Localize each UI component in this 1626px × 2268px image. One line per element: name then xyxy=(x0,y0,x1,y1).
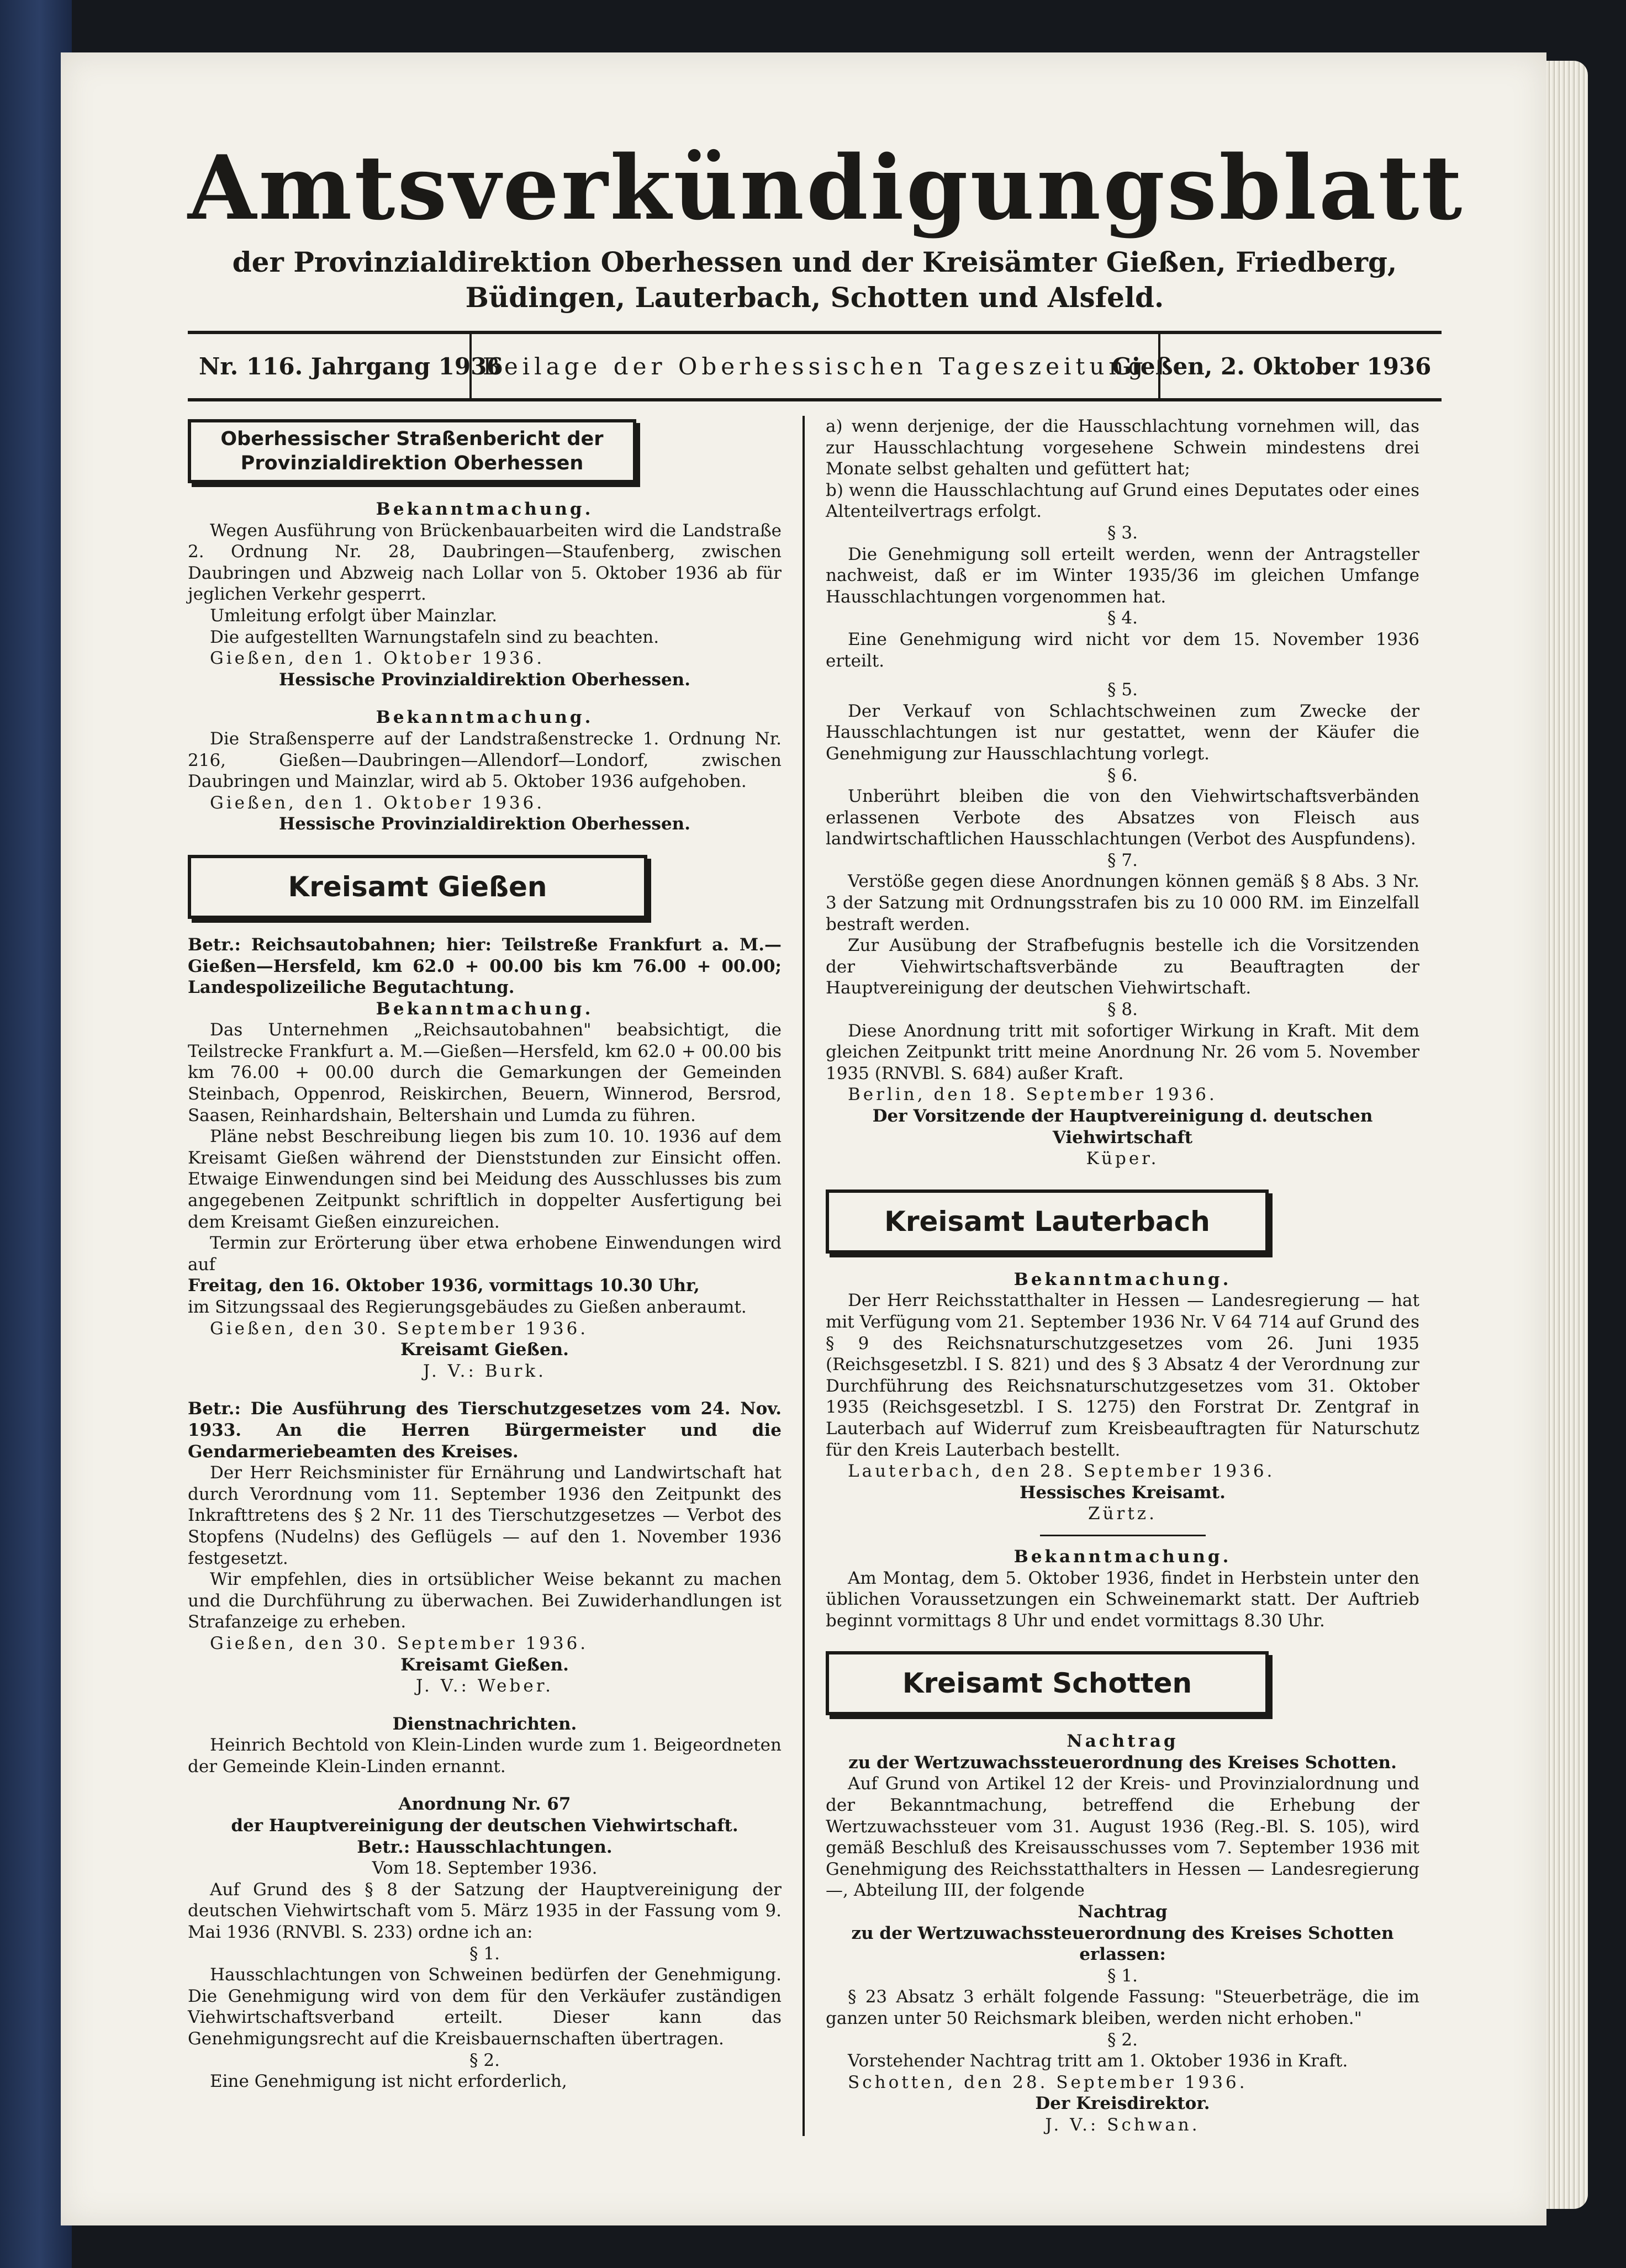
article-columns xyxy=(188,416,1442,2136)
list-item: a) wenn derjenige, der die Hausschlachtung vornehmen will, das zur Hausschlachtung vorgesehene Schwein mindestens drei Monate selbst gehalten und gefüttert hat; xyxy=(826,416,1419,479)
paragraph-number: § 1. xyxy=(1107,1965,1138,1986)
notice-signature: J. V.: Schwan. xyxy=(1045,2114,1200,2135)
notice-date: Schotten, den 28. September 1936. xyxy=(848,2072,1248,2092)
notice-signature: Kreisamt Gießen. xyxy=(400,1340,569,1360)
notice-text: im Sitzungssaal des Regierungsgebäudes zu Gießen anberaumt. xyxy=(188,1297,747,1317)
notice-text: Termin zur Erörterung über etwa erhobene Einwendungen wird auf xyxy=(188,1233,782,1275)
section-box-strassenbericht: Oberhessischer Straßenbericht der Provinzialdirektion Oberhessen xyxy=(188,419,636,483)
issue-place-date: Gießen, 2. Oktober 1936 xyxy=(1112,352,1432,380)
notice-text: Am Montag, dem 5. Oktober 1936, findet in Herbstein unter den üblichen Voraussetzungen ein Schweinemarkt statt. Der Auftrieb beginnt vormittags 8 Uhr und endet vormittags 8.30 Uhr. xyxy=(826,1568,1419,1631)
notice-heading: Anordnung Nr. 67 xyxy=(398,1794,571,1815)
notice-signature: Hessische Provinzialdirektion Oberhessen. xyxy=(278,669,690,690)
notice-text: Umleitung erfolgt über Mainzlar. xyxy=(210,605,498,626)
notice-text: Heinrich Bechtold von Klein-Linden wurde zum 1. Beigeordneten der Gemeinde Klein-Linden ernannt. xyxy=(188,1735,782,1777)
notice-date: Vom 18. September 1936. xyxy=(372,1858,598,1879)
notice-subheading: der Hauptvereinigung der deutschen Viehwirtschaft. xyxy=(231,1816,738,1836)
notice-signature: Zürtz. xyxy=(1088,1504,1157,1524)
notice-subheading: zu der Wertzuwachssteuerordnung des Kreises Schotten. xyxy=(848,1752,1397,1773)
notice-text: Hausschlachtungen von Schweinen bedürfen der Genehmigung. Die Genehmigung wird von dem für den Verkäufer zuständigen Viehwirtschaftsverband erteilt. Dieser kann das Genehmigungsrecht auf die Kreisbauernschaften übertragen. xyxy=(188,1965,782,2049)
notice-text: Der Herr Reichsstatthalter in Hessen — Landesregierung — hat mit Verfügung vom 21. September 1936 Nr. V 64 714 auf Grund des § 9 des Reichsnaturschutzgesetzes vom 26. Juni 1935 (Reichsgesetzbl. I S. 821) und des § 3 Absatz 4 der Verordnung zur Durchführung des Reichsnaturschutzgesetzes vom 31. Oktober 1935 (Reichsgesetzbl. I S. 1275) den Forstrat Dr. Zentgraf in Lauterbach auf Widerruf zum Kreisbeauftragten für Naturschutz für den Kreis Lauterbach bestellt. xyxy=(826,1291,1419,1460)
paragraph-number: § 6. xyxy=(1107,765,1138,785)
paragraph-number: § 5. xyxy=(1107,680,1138,700)
notice-signature: J. V.: Weber. xyxy=(416,1676,553,1696)
notice-text: Verstöße gegen diese Anordnungen können gemäß § 8 Abs. 3 Nr. 3 der Satzung mit Ordnungsstrafen bis zu 10 000 RM. im Einzelfall bestraft werden. xyxy=(826,871,1419,934)
notice-signature: Der Vorsitzende der Hauptvereinigung d. deutschen Viehwirtschaft xyxy=(872,1106,1373,1148)
notice-text: Unberührt bleiben die von den Viehwirtschaftsverbänden erlassenen Verbote des Absatzes von Fleisch aus landwirtschaftlichen Hausschlachtungen (Verbot des Auspfundens). xyxy=(826,786,1419,849)
issue-number: Nr. 116. Jahrgang 1936 xyxy=(188,334,472,398)
notice-text: Auf Grund des § 8 der Satzung der Hauptvereinigung der deutschen Viehwirtschaft vom 5. März 1935 in der Fassung vom 9. Mai 1936 (RNVBl. S. 233) ordne ich an: xyxy=(188,1879,782,1943)
notice-date: Gießen, den 30. September 1936. xyxy=(210,1318,589,1339)
notice-text: Die Genehmigung soll erteilt werden, wenn der Antragsteller nachweist, daß er im Winter 1935/36 im gleichen Umfange Hausschlachtungen vorgenommen hat. xyxy=(826,544,1419,607)
notice-text: Vorstehender Nachtrag tritt am 1. Oktober 1936 in Kraft. xyxy=(848,2051,1348,2071)
paragraph-number: § 8. xyxy=(1107,1000,1138,1020)
notice-heading: Bekanntmachung. xyxy=(1013,1269,1232,1289)
newspaper-subtitle: der Provinzialdirektion Oberhessen und der Kreisämter Gießen, Friedberg, Büdingen, Lauterbach, Schotten und Alsfeld. xyxy=(232,246,1397,314)
notice-heading: Nachtrag xyxy=(1078,1902,1168,1922)
notice-signature: Küper. xyxy=(1086,1149,1159,1169)
notice-text: § 23 Absatz 3 erhält folgende Fassung: "Steuerbeträge, die im ganzen unter 50 Reichsmark bleiben, werden nicht erhoben." xyxy=(826,1987,1419,2028)
notice-text: Der Herr Reichsminister für Ernährung und Landwirtschaft hat durch Verordnung vom 11. September 1936 den Zeitpunkt des Inkrafttretens des § 2 Nr. 11 des Tierschutzgesetzes — Verbot des Stopfens (Nudelns) des Geflügels — auf den 1. November 1936 festgesetzt. xyxy=(188,1463,782,1568)
notice-text: Pläne nebst Beschreibung liegen bis zum 10. 10. 1936 auf dem Kreisamt Gießen während der Dienststunden zur Einsicht offen. Etwaige Einwendungen sind bei Meidung des Ausschlusses bis zum angegebenen Zeitpunkt schriftlich in doppelter Ausfertigung bei dem Kreisamt Gießen einzureichen. xyxy=(188,1127,782,1232)
paragraph-number: § 4. xyxy=(1107,608,1138,628)
divider xyxy=(1040,1535,1206,1536)
notice-heading: Bekanntmachung. xyxy=(376,998,594,1019)
notice-subject: Betr.: Reichsautobahnen; hier: Teilstreße Frankfurt a. M.—Gießen—Hersfeld, km 62.0 + 00.00 bis km 76.00 + 00.00; Landespolizeiliche Begutachtung. xyxy=(188,934,782,998)
notice-subject: Betr.: Hausschlachtungen. xyxy=(357,1837,613,1857)
notice-subject: Betr.: Die Ausführung des Tierschutzgesetzes vom 24. Nov. 1933. An die Herren Bürgermeister und die Gendarmeriebeamten des Kreises. xyxy=(188,1399,782,1462)
issue-info-bar xyxy=(188,331,1442,401)
notice-heading: Bekanntmachung. xyxy=(376,707,594,728)
notice-text: Die aufgestellten Warnungstafeln sind zu beachten. xyxy=(210,627,659,647)
notice-signature: Der Kreisdirektor. xyxy=(1035,2093,1210,2114)
notice-text: Wir empfehlen, dies in ortsüblicher Weise bekannt zu machen und die Durchführung zu überwachen. Bei Zuwiderhandlungen ist Strafanzeige zu erheben. xyxy=(188,1569,782,1632)
notice-heading: Dienstnachrichten. xyxy=(392,1714,577,1734)
notice-date: Gießen, den 30. September 1936. xyxy=(210,1633,589,1653)
supplement-line: Beilage der Oberhessischen Tageszeitung xyxy=(472,334,1160,398)
masthead xyxy=(188,135,1465,315)
paragraph-number: § 3. xyxy=(1107,522,1138,543)
notice-signature: Hessische Provinzialdirektion Oberhessen. xyxy=(278,814,690,834)
notice-signature: J. V.: Burk. xyxy=(423,1361,547,1381)
notice-heading: Bekanntmachung. xyxy=(376,499,594,519)
notice-appointment: Freitag, den 16. Oktober 1936, vormittags 10.30 Uhr, xyxy=(188,1276,700,1296)
notice-text: Zur Ausübung der Strafbefugnis bestelle ich die Vorsitzenden der Viehwirtschaftsverbände zu Beauftragten der Hauptvereinigung der deutschen Viehwirtschaft. xyxy=(826,935,1419,998)
notice-signature: Hessisches Kreisamt. xyxy=(1020,1482,1226,1503)
paragraph-number: § 1. xyxy=(469,1943,500,1964)
right-column xyxy=(803,416,1419,2136)
notice-heading: Nachtrag xyxy=(1067,1731,1179,1752)
notice-heading: Bekanntmachung. xyxy=(1013,1546,1232,1567)
paragraph-number: § 7. xyxy=(1107,850,1138,870)
newspaper-page xyxy=(61,52,1546,2225)
notice-signature: Kreisamt Gießen. xyxy=(400,1654,569,1675)
section-box-kreisamt-lauterbach: Kreisamt Lauterbach xyxy=(826,1189,1269,1254)
notice-text: Die Straßensperre auf der Landstraßenstrecke 1. Ordnung Nr. 216, Gießen—Daubringen—Allendorf—Londorf, zwischen Daubringen und Mainzlar, wird ab 5. Oktober 1936 aufgehoben. xyxy=(188,728,782,792)
section-box-kreisamt-giessen: Kreisamt Gießen xyxy=(188,855,647,919)
paragraph-number: § 2. xyxy=(469,2050,500,2070)
left-column xyxy=(188,416,803,2136)
paragraph-number: § 2. xyxy=(1107,2029,1138,2050)
notice-date: Gießen, den 1. Oktober 1936. xyxy=(210,648,545,669)
notice-date: Lauterbach, den 28. September 1936. xyxy=(848,1461,1275,1482)
notice-text: Wegen Ausführung von Brückenbauarbeiten wird die Landstraße 2. Ordnung Nr. 28, Daubringen—Staufenberg, zwischen Daubringen und Abzweig nach Lollar von 5. Oktober 1936 ab für jeglichen Verkehr gesperrt. xyxy=(188,520,782,605)
notice-text: Eine Genehmigung wird nicht vor dem 15. November 1936 erteilt. xyxy=(826,629,1419,671)
list-item: b) wenn die Hausschlachtung auf Grund eines Deputates oder eines Altenteilvertrags erfolgt. xyxy=(826,480,1419,522)
notice-date: Berlin, den 18. September 1936. xyxy=(848,1085,1217,1105)
notice-text: Eine Genehmigung ist nicht erforderlich, xyxy=(210,2071,567,2092)
section-box-kreisamt-schotten: Kreisamt Schotten xyxy=(826,1651,1269,1715)
notice-text: Das Unternehmen „Reichsautobahnen" beabsichtigt, die Teilstrecke Frankfurt a. M.—Gießen—Hersfeld, km 62.0 + 00.00 bis km 76.00 + 00.00 durch die Gemarkungen der Gemeinden Steinbach, Oppenrod, Reiskirchen, Beuern, Winnerod, Bersrod, Saasen, Reinhardshain, Beltershain und Lumda zu führen. xyxy=(188,1020,782,1125)
notice-subheading: zu der Wertzuwachssteuerordnung des Kreises Schotten erlassen: xyxy=(851,1923,1394,1965)
notice-date: Gießen, den 1. Oktober 1936. xyxy=(210,792,545,813)
notice-text: Auf Grund von Artikel 12 der Kreis- und Provinzialordnung und der Bekanntmachung, betreffend die Erhebung der Wertzuwachssteuer vom 31. August 1936 (Reg.-Bl. S. 105), wird gemäß Beschluß des Kreisausschusses vom 7. September 1936 mit Genehmigung des Reichsstatthalters in Hessen — Landesregierung —, Abteilung III, der folgende xyxy=(826,1774,1419,1901)
notice-text: Der Verkauf von Schlachtschweinen zum Zwecke der Hausschlachtungen ist nur gestattet, wenn der Käufer die Genehmigung zur Hausschlachtung vorlegt. xyxy=(826,701,1419,764)
newspaper-title: Amtsverkündigungsblatt xyxy=(188,136,1465,240)
notice-text: Diese Anordnung tritt mit sofortiger Wirkung in Kraft. Mit dem gleichen Zeitpunkt tritt meine Anordnung Nr. 26 vom 5. November 1935 (RNVBl. S. 684) außer Kraft. xyxy=(826,1021,1419,1083)
